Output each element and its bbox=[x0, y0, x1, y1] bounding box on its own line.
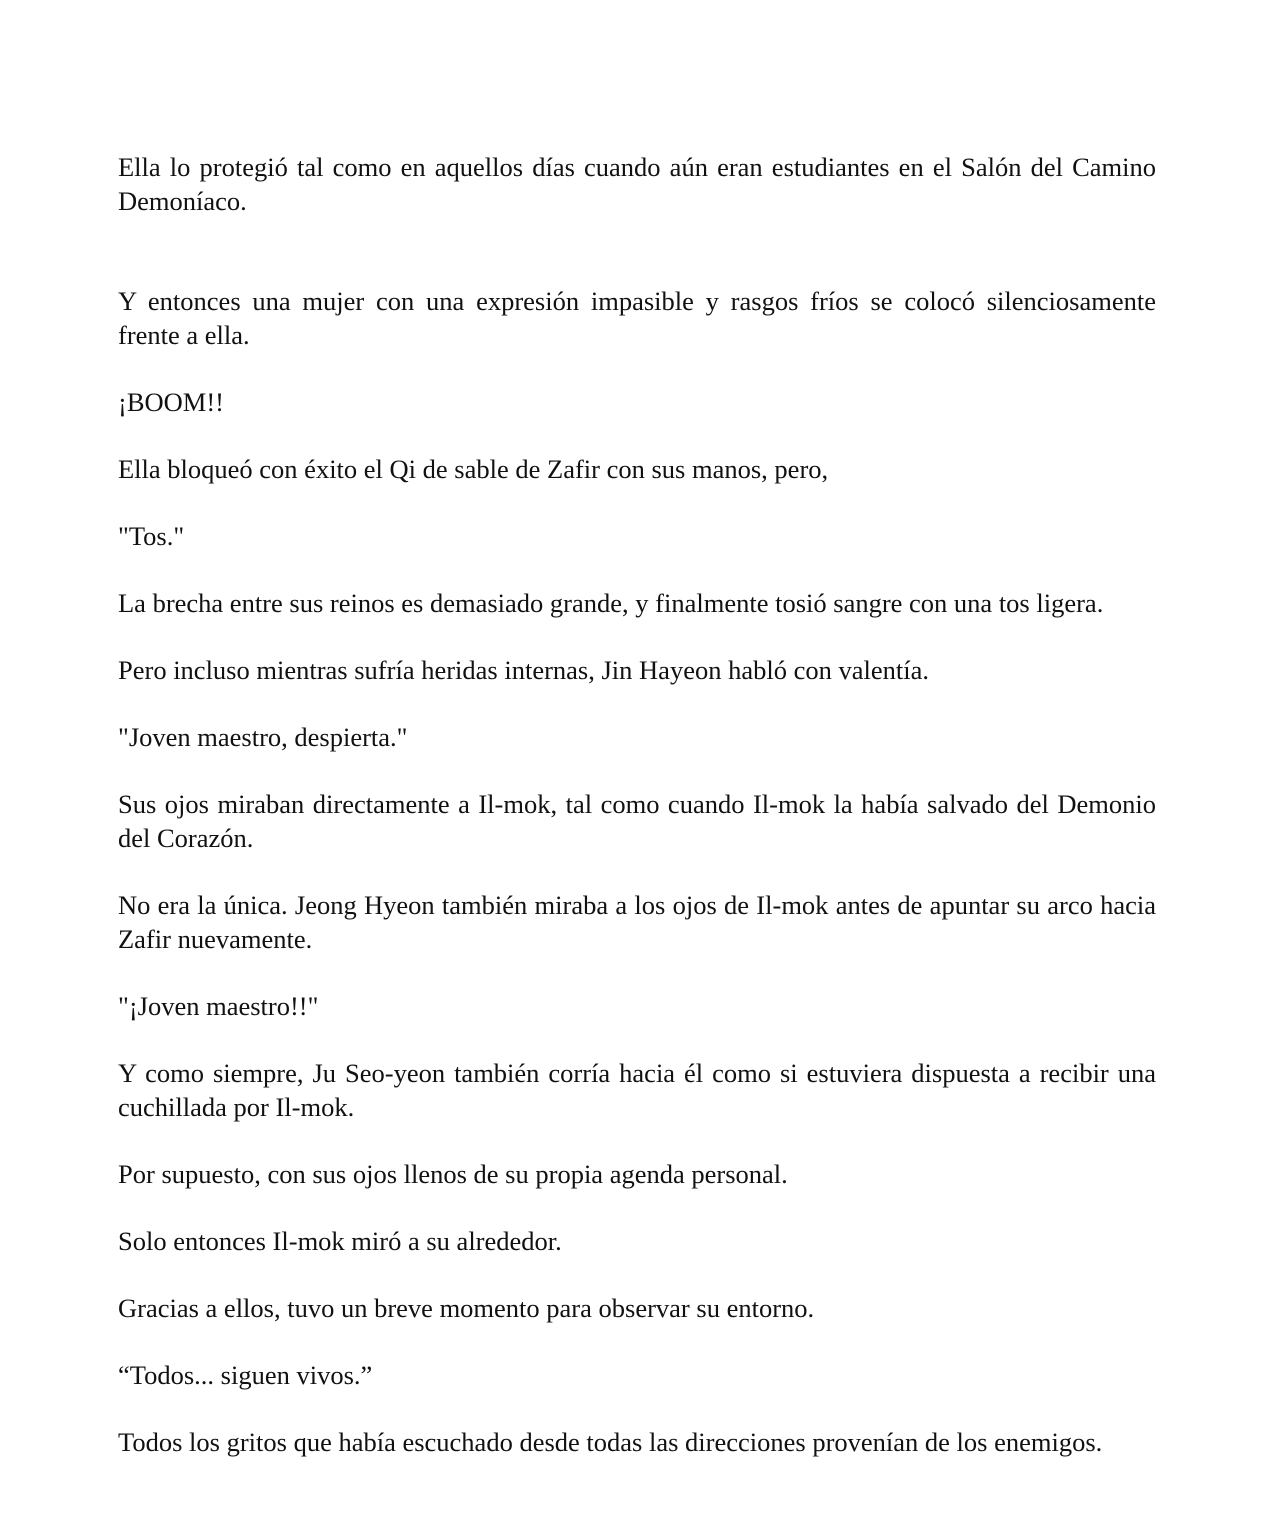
paragraph: No era la única. Jeong Hyeon también miraba a los ojos de Il-mok antes de apuntar su arco hacia Zafir nuevamente. bbox=[118, 890, 1156, 954]
paragraph: Solo entonces Il-mok miró a su alrededor. bbox=[118, 1226, 562, 1256]
paragraph: La brecha entre sus reinos es demasiado grande, y finalmente tosió sangre con una tos ligera. bbox=[118, 588, 1104, 618]
document-body bbox=[118, 150, 1156, 1459]
paragraph: "Tos." bbox=[118, 521, 185, 551]
paragraph: Sus ojos miraban directamente a Il-mok, tal como cuando Il-mok la había salvado del Demonio del Corazón. bbox=[118, 789, 1156, 853]
paragraph: "Joven maestro, despierta." bbox=[118, 722, 408, 752]
paragraph: Ella bloqueó con éxito el Qi de sable de Zafir con sus manos, pero, bbox=[118, 454, 829, 484]
paragraph: ¡BOOM!! bbox=[118, 387, 224, 417]
paragraph: Gracias a ellos, tuvo un breve momento para observar su entorno. bbox=[118, 1293, 815, 1323]
paragraph: Y como siempre, Ju Seo-yeon también corría hacia él como si estuviera dispuesta a recibir una cuchillada por Il-mok. bbox=[118, 1058, 1156, 1122]
paragraph: Todos los gritos que había escuchado desde todas las direcciones provenían de los enemigos. bbox=[118, 1427, 1103, 1457]
paragraph: "¡Joven maestro!!" bbox=[118, 991, 319, 1021]
paragraph: Por supuesto, con sus ojos llenos de su propia agenda personal. bbox=[118, 1159, 788, 1189]
paragraph: “Todos... siguen vivos.” bbox=[118, 1360, 373, 1390]
paragraph: Ella lo protegió tal como en aquellos días cuando aún eran estudiantes en el Salón del Camino Demoníaco. bbox=[118, 152, 1156, 216]
paragraph: Y entonces una mujer con una expresión impasible y rasgos fríos se colocó silenciosamente frente a ella. bbox=[118, 286, 1156, 350]
paragraph: Pero incluso mientras sufría heridas internas, Jin Hayeon habló con valentía. bbox=[118, 655, 929, 685]
